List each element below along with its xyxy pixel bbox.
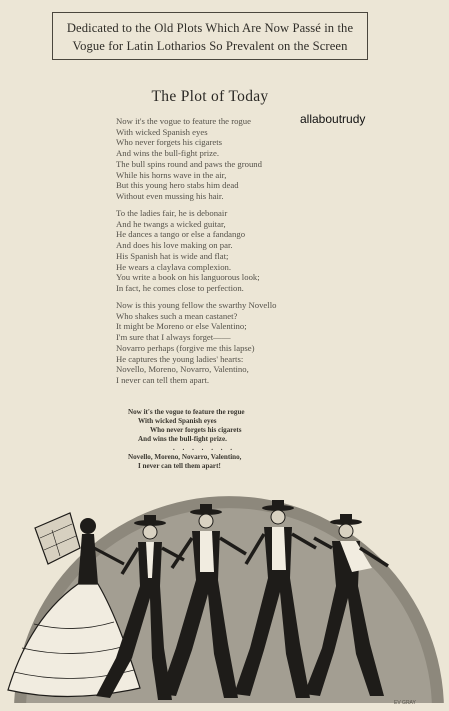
poem-line: Novello, Moreno, Novarro, Valentino, (116, 364, 249, 375)
flat-hat-crown (200, 504, 212, 512)
artist-signature (394, 696, 434, 706)
bodice (78, 534, 98, 584)
banner-line-1: Dedicated to the Old Plots Which Are Now Passé in the (66, 21, 354, 35)
caption-line: Now it's the vogue to feature the rogue (128, 408, 245, 416)
poem-line: And does his love making on par. (116, 240, 233, 251)
floor (0, 703, 449, 711)
poem-line: His Spanish hat is wide and flat; (116, 250, 229, 261)
poem-line: In fact, he comes close to perfection. (116, 282, 244, 293)
poem-line: Now it's the vogue to feature the rogue (116, 116, 251, 126)
poem-stanza-2 (116, 208, 336, 294)
illustration-caption (128, 408, 328, 471)
caption-line: Novello, Moreno, Novarro, Valentino, (128, 453, 242, 461)
flat-hat-crown (272, 500, 284, 508)
poem-line: Who shakes such a mean castanet? (116, 310, 238, 321)
poem-line: Now is this young fellow the swarthy Novello (116, 300, 277, 310)
poem-stanza-1 (116, 116, 336, 202)
poem-line: You write a book on his languorous look; (116, 272, 260, 283)
signature-text: EV GRAY (394, 700, 416, 706)
flat-hat-crown (144, 515, 156, 523)
poem-line: While his horns wave in the air, (116, 169, 227, 180)
dancer-head (80, 518, 96, 534)
white-shirt (272, 527, 286, 570)
dancer-face (271, 510, 285, 524)
poem-line: It might be Moreno or else Valentino; (116, 321, 247, 332)
caption-line: Who never forgets his cigarets (150, 426, 242, 434)
dancer-face (339, 524, 353, 538)
poem-line: And wins the bull-fight prize. (116, 148, 220, 159)
flat-hat-crown (340, 514, 352, 522)
caption-line: I never can tell them apart! (138, 462, 221, 470)
watermark-text: allaboutrudy (300, 112, 366, 126)
poem-line: The bull spins round and paws the ground (116, 158, 262, 169)
poem-line: He captures the young ladies' hearts: (116, 353, 244, 364)
poem-title: The Plot of Today (151, 88, 269, 105)
caption-line: With wicked Spanish eyes (138, 417, 217, 425)
poem-line: Without even mussing his hair. (116, 190, 224, 201)
poem-line: But this young hero stabs him dead (116, 180, 239, 191)
banner-line-2: Vogue for Latin Lotharios So Prevalent on the Screen (72, 39, 348, 53)
poem-line: With wicked Spanish eyes (116, 126, 208, 137)
caption-separator: . . . . . . . (173, 444, 236, 452)
poem-line: To the ladies fair, he is debonair (116, 208, 228, 218)
lace-fan (35, 513, 80, 564)
dedication-banner (52, 12, 368, 60)
poem-line: He wears a claylava complexion. (116, 261, 232, 272)
caption-line: And wins the bull-fight prize. (138, 435, 227, 443)
dancer-face (199, 514, 213, 528)
poem-line: And he twangs a wicked guitar, (116, 218, 226, 229)
dancer-face (143, 525, 157, 539)
poem-line: I never can tell them apart. (116, 374, 210, 385)
poem-stanza-3 (116, 300, 336, 386)
white-shirt (200, 531, 214, 572)
poem-line: He dances a tango or else a fandango (116, 229, 246, 240)
poem-line: Novarro perhaps (forgive me this lapse) (116, 342, 255, 353)
poem-line: I'm sure that I always forget—— (116, 332, 231, 343)
dancers-illustration (0, 468, 449, 711)
poem-line: Who never forgets his cigarets (116, 137, 222, 148)
